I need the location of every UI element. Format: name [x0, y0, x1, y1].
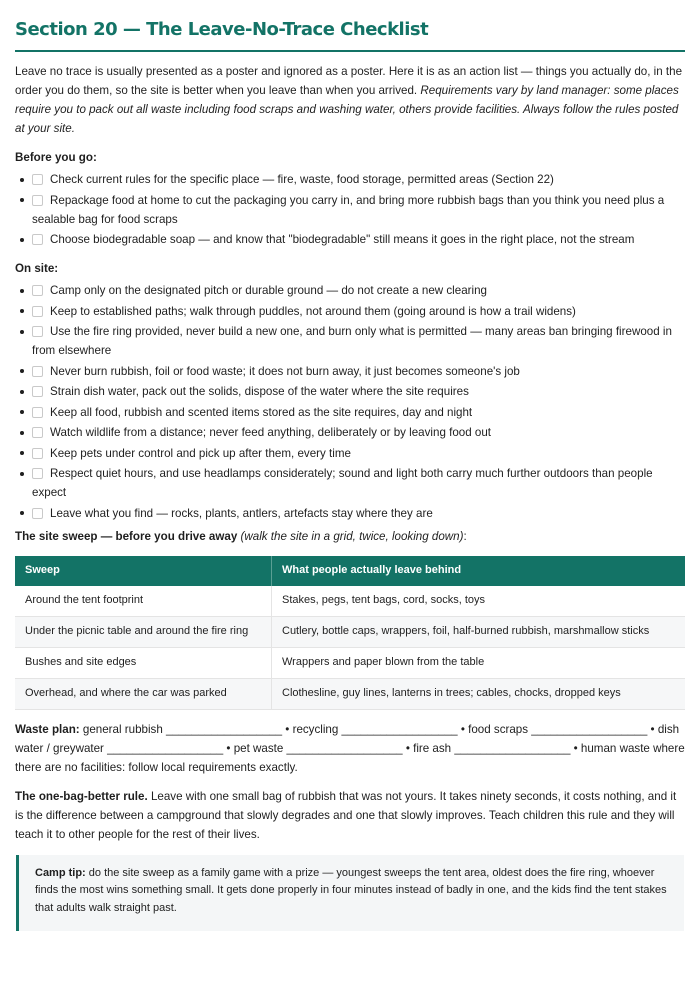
one-bag-rule-label: The one-bag-better rule.: [15, 789, 148, 803]
checkbox[interactable]: [32, 195, 43, 206]
waste-plan-text: general rubbish __________________ • recycling __________________ • food scraps __________________ • dish water / greywater __________________ • pet waste __________________ • fire ash __________________ • human waste where there are no facilities: follow local requirements exactly.: [15, 722, 685, 774]
checkbox[interactable]: [32, 366, 43, 377]
list-item-text: Keep all food, rubbish and scented items stored as the site requires, day and night: [50, 405, 473, 419]
camp-tip-text: do the site sweep as a family game with a prize — youngest sweeps the tent area, oldest does the fire ring, whoever finds the most wins something small. It gets done properly in four minutes instead of badly in one, and the kids find the tent stakes that adults walk straight past.: [35, 866, 667, 914]
checkbox[interactable]: [32, 407, 43, 418]
table-header-row: [15, 556, 685, 586]
list-item-text: Choose biodegradable soap — and know that "biodegradable" still means it goes in the right place, not the stream: [50, 233, 635, 246]
table-cell: Under the picnic table and around the fire ring: [15, 616, 272, 647]
table-cell: Stakes, pegs, tent bags, cord, socks, toys: [272, 586, 686, 617]
camp-tip-callout: [16, 855, 684, 932]
list-item: [32, 302, 685, 321]
sweep-table: [15, 556, 685, 710]
list-item-text: Use the fire ring provided, never build a new one, and burn only what is permitted — many areas ban bringing firewood in from elsewhere: [32, 325, 672, 357]
list-item: [32, 322, 685, 360]
checkbox[interactable]: [32, 326, 43, 337]
list-item-text: Camp only on the designated pitch or durable ground — do not create a new clearing: [50, 284, 487, 297]
list-item-text: Keep to established paths; walk through puddles, not around them (going around is how a trail widens): [50, 304, 576, 318]
list-item: [32, 281, 685, 300]
onsite-checklist: [15, 281, 685, 523]
sweep-colon: :: [463, 529, 467, 543]
checkbox[interactable]: [32, 285, 43, 296]
column-header-left-behind: What people actually leave behind: [272, 556, 686, 586]
checkbox[interactable]: [32, 386, 43, 397]
checkbox[interactable]: [32, 234, 43, 245]
list-item-text: Check current rules for the specific place — fire, waste, food storage, permitted areas (Section 22): [50, 173, 554, 186]
list-item: [32, 230, 685, 249]
table-cell: Wrappers and paper blown from the table: [272, 647, 686, 678]
table-row: [15, 647, 685, 678]
before-checklist: [15, 170, 685, 249]
onsite-heading: On site:: [15, 262, 59, 275]
list-item-text: Watch wildlife from a distance; never feed anything, deliberately or by leaving food out: [50, 426, 492, 439]
list-item: [32, 504, 685, 523]
one-bag-rule-text: Leave with one small bag of rubbish that was not yours. It takes ninety seconds, it costs nothing, and it is the difference between a campground that slowly degrades and one that slowly improves. Teach children this rule and they will teach it to other people for the rest of their lives.: [15, 789, 677, 841]
table-row: [15, 586, 685, 617]
intro-italic-note: Requirements vary by land manager: some places require you to pack out all waste including food scraps and washing water, others provide facilities. Always follow the rules posted at your site.: [15, 84, 679, 135]
list-item: [32, 403, 685, 422]
list-item-text: Leave what you find — rocks, plants, antlers, artefacts stay where they are: [50, 506, 433, 520]
table-cell: Around the tent footprint: [15, 586, 272, 617]
checkbox[interactable]: [32, 508, 43, 519]
list-item: [32, 362, 685, 381]
sweep-note: (walk the site in a grid, twice, looking down): [240, 529, 464, 543]
list-item: [32, 444, 685, 463]
table-row: [15, 616, 685, 647]
list-item: [32, 464, 685, 502]
checkbox[interactable]: [32, 174, 43, 185]
list-item: [32, 170, 685, 189]
camp-tip-label: Camp tip:: [35, 866, 86, 879]
intro-text: Leave no trace is usually presented as a poster and ignored as a poster. Here it is as an action list — things you actually do, in the order you do them, so the site is better when you leave than when you arrived.: [15, 65, 683, 97]
list-item-text: Strain dish water, pack out the solids, dispose of the water where the site requires: [50, 385, 469, 398]
intro-paragraph: [15, 62, 685, 138]
sweep-heading-label: The site sweep — before you drive away: [15, 529, 238, 543]
list-item: [32, 191, 685, 229]
list-item: [32, 423, 685, 442]
page-title: Section 20 — The Leave-No-Trace Checklist: [15, 16, 685, 52]
table-cell: Bushes and site edges: [15, 647, 272, 678]
table-row: [15, 678, 685, 709]
waste-plan-label: Waste plan:: [15, 722, 80, 736]
one-bag-rule: [15, 787, 685, 844]
before-heading: Before you go:: [15, 151, 97, 164]
table-cell: Overhead, and where the car was parked: [15, 678, 272, 709]
checkbox[interactable]: [32, 468, 43, 479]
sweep-heading: [15, 527, 685, 546]
waste-plan: [15, 720, 685, 777]
list-item-text: Repackage food at home to cut the packaging you carry in, and bring more rubbish bags than you think you need plus a sealable bag for food scraps: [32, 193, 665, 226]
checkbox[interactable]: [32, 306, 43, 317]
table-cell: Clothesline, guy lines, lanterns in trees; cables, chocks, dropped keys: [272, 678, 686, 709]
list-item-text: Never burn rubbish, foil or food waste; it does not burn away, it just becomes someone's job: [50, 364, 520, 378]
list-item-text: Keep pets under control and pick up after them, every time: [50, 446, 351, 460]
table-cell: Cutlery, bottle caps, wrappers, foil, half-burned rubbish, marshmallow sticks: [272, 616, 686, 647]
list-item: [32, 382, 685, 401]
column-header-sweep: Sweep: [15, 556, 272, 586]
checkbox[interactable]: [32, 448, 43, 459]
list-item-text: Respect quiet hours, and use headlamps considerately; sound and light both carry much further outdoors than people expect: [32, 467, 653, 499]
checkbox[interactable]: [32, 427, 43, 438]
